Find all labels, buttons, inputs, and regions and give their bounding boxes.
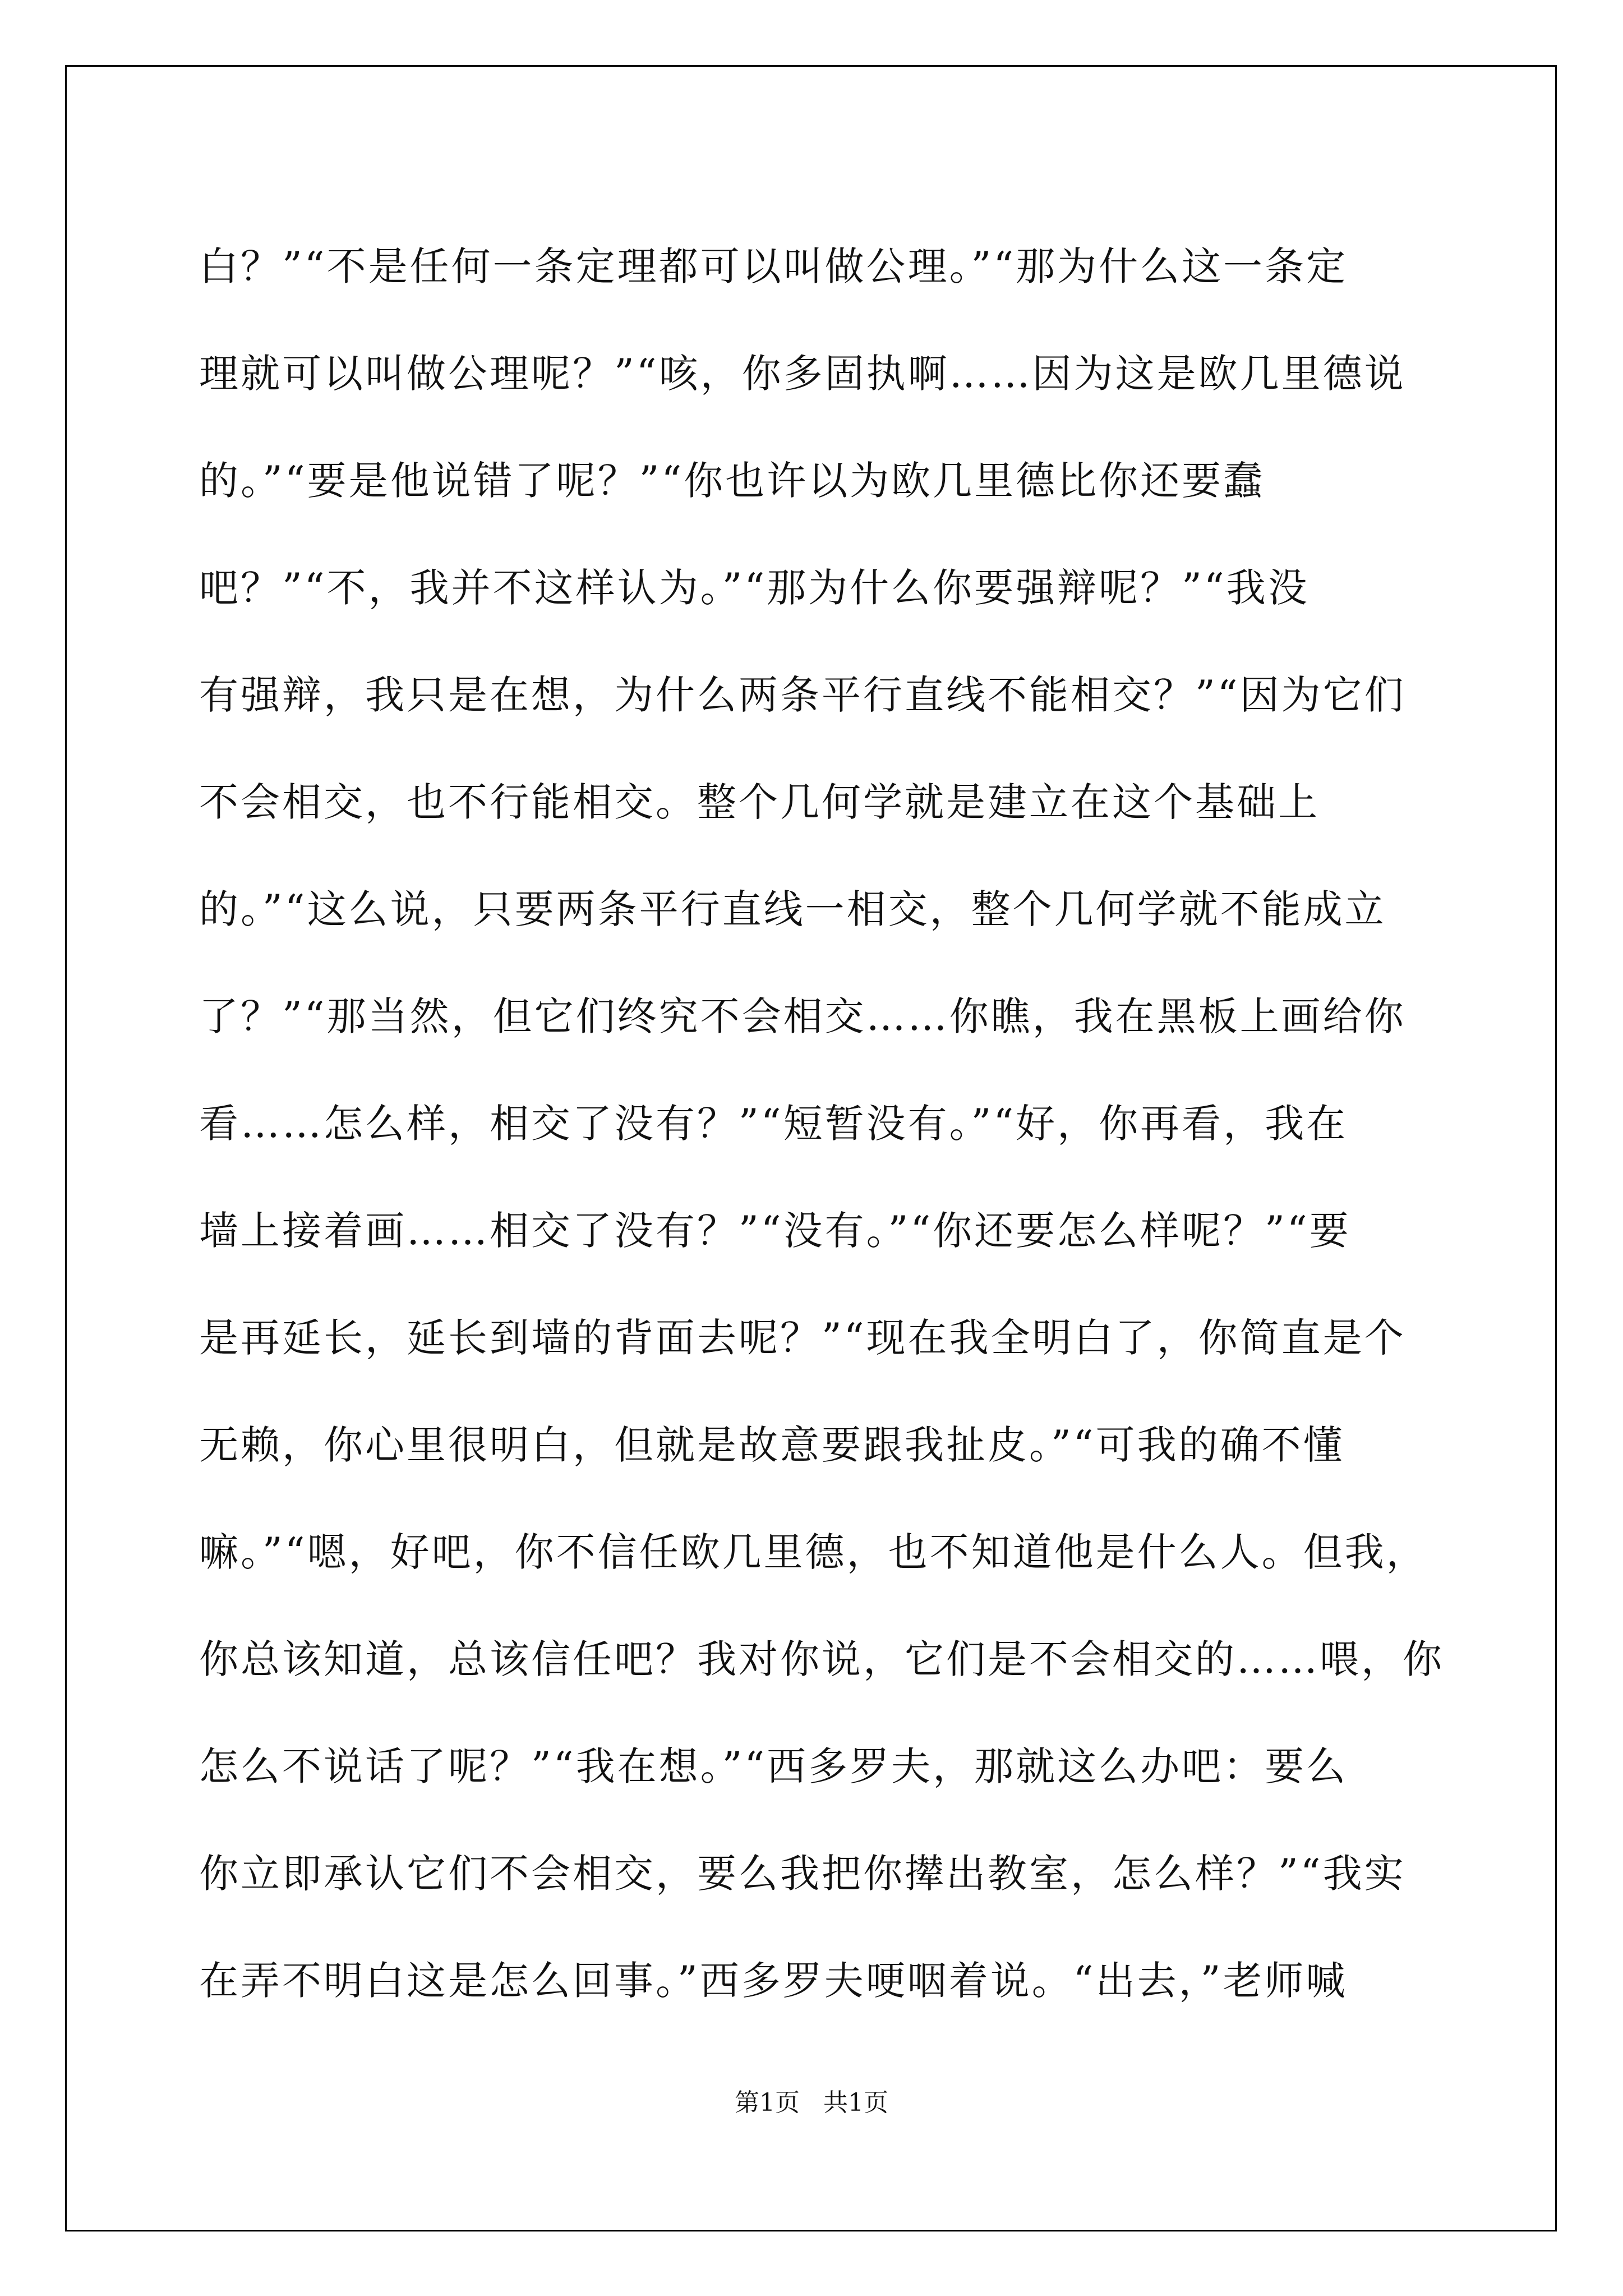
body-text: 白？”“不是任何一条定理都可以叫做公理。”“那为什么这一条定 理就可以叫做公理呢？”“咳，你多固执啊……因为这是欧几里德说 的。”“要是他说错了呢？”“你也许以为欧几里德比你还要蠢 吧？”“不，我并不这样认为。”“那为什么你要强辩呢？”“我没 有强辩，我只是在想，为什么两条平行直线不能相交？”“因为它们 不会相交，也不行能相交。整个几何学就是建立在这个基础上 的。”“这么说，只要两条平行直线一相交，整个几何学就不能成立 了？”“那当然，但它们终究不会相交……你瞧，我在黑板上画给你 看……怎么样，相交了没有？”“短暂没有。”“好，你再看，我在 墙上接着画……相交了没有？”“没有。”“你还要怎么样呢？”“要 是再延长，延长到墙的背面去呢？”“现在我全明白了，你简直是个 无赖，你心里很明白，但就是故意要跟我扯皮。”“可我的确不懂 嘛。”“嗯，好吧，你不信任欧几里德，也不知道他是什么人。但我， 你总该知道，总该信任吧？我对你说，它们是不会相交的……喂，你 怎么不说话了呢？”“我在想。”“西多罗夫，那就这么办吧：要么 你立即承认它们不会相交，要么我把你撵出教室，怎么样？”“我实 在弄不明白这是怎么回事。”西多罗夫哽咽着说。“出去，”老师喊 bbox=[199, 243, 1444, 2004]
page-footer: 第1页 共1页 bbox=[735, 2088, 888, 2117]
